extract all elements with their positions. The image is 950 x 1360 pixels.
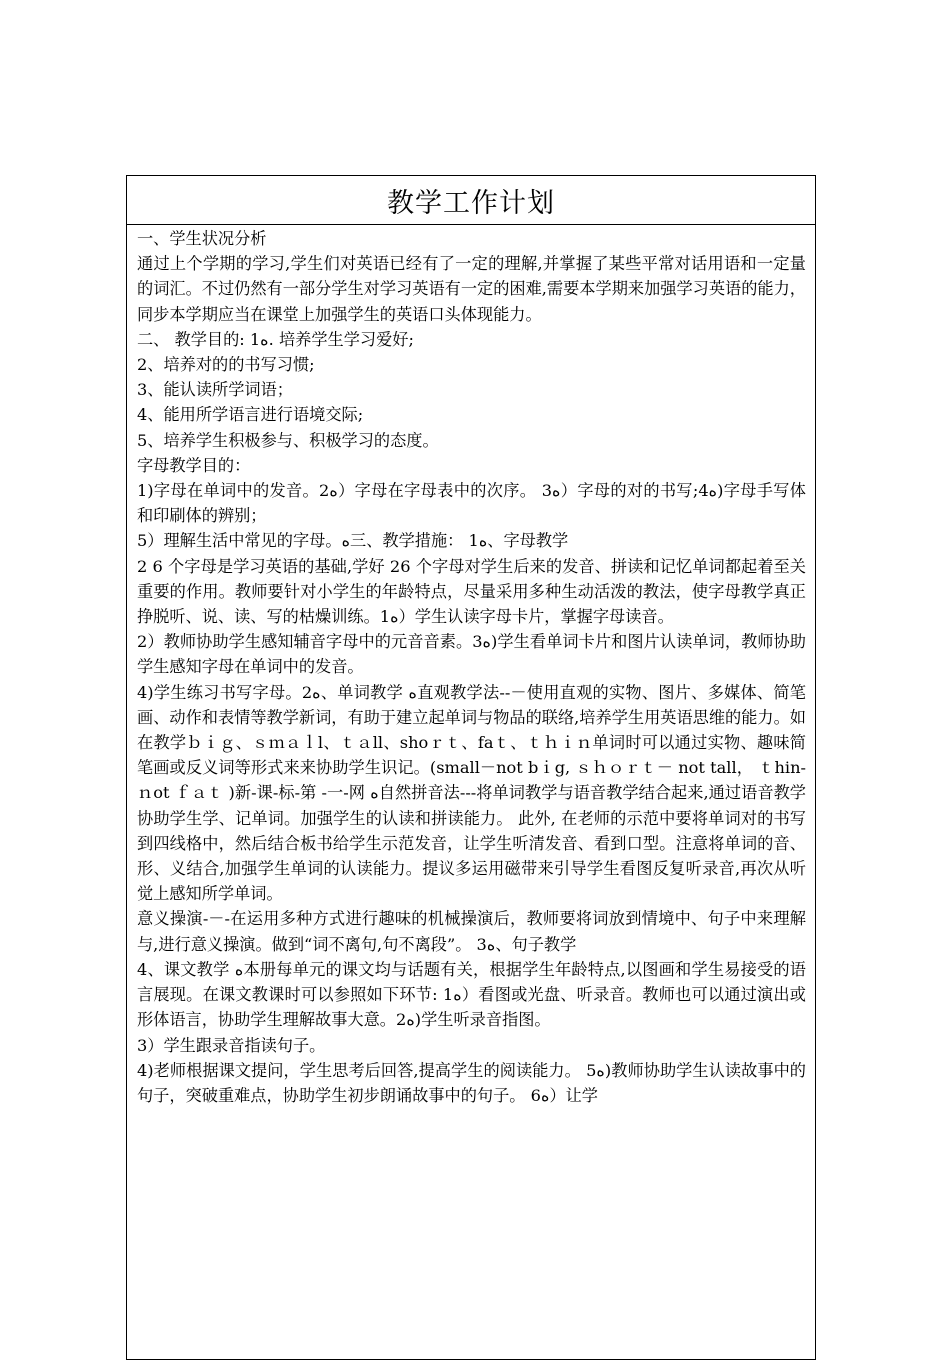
document-title: 教学工作计划 [127,176,815,225]
paragraph: 1)字母在单词中的发音。2ه）字母在字母表中的次序。 3ه）字母的对的书写;4ه)字母手写体和印刷体的辨别； [137,481,806,526]
paragraph: 4)老师根据课文提问，学生思考后回答,提高学生的阅读能力。 5ه)教师协助学生认读故事中的句子，突破重难点，协助学生初步朗诵故事中的句子。 6ه）让学 [137,1060,806,1105]
section-heading: 二、 教学目的: 1ه. 培养学生学习爱好; [137,329,414,349]
paragraph: 4、课文教学 ه本册每单元的课文均与话题有关，根据学生年龄特点,以图画和学生易接受的语言展现。在课文教课时可以参照如下环节: 1ه）看图或光盘、听录音。教师也可以通过演出或形体语言，协助学生理解故事大意。2ه)学生听录音指图。 [137,959,806,1030]
paragraph: 2）教师协助学生感知辅音字母中的元音音素。3ه)学生看单词卡片和图片认读单词，教师协助学生感知字母在单词中的发音。 [137,632,806,677]
plan-body [127,225,815,1108]
list-item: 3、能认读所学词语； [137,380,293,400]
paragraph: 5）理解生活中常见的字母。ه三、教学措施： 1ه、字母教学 [137,531,569,551]
paragraph: 4)学生练习书写字母。2ه、单词教学 ه直观教学法--－使用直观的实物、图片、多媒体、简笔画、动作和表情等教学新词，有助于建立起单词与物品的联络,培养学生用英语思维的能力。如在教学ｂｉｇ、ｓｍａｌl、ｔａll、shoｒｔ、faｔ、ｔｈｉｎ单词时可以通过实物、趣味简笔画或反义词等形式来来协助学生识记。(small－not bｉg, ｓｈｏｒｔ－ not tall， ｔhin-ｎot ｆａｔ )新-课-标-第 -一-网 ه自然拼音法---将单词教学与语音教学结合起来,通过语音教学协助学生学、记单词。加强学生的认读和拼读能力。 此外, 在老师的示范中要将单词对的书写到四线格中，然后结合板书给学生示范发音，让学生听清发音、看到口型。注意将单词的音、形、义结合,加强学生单词的认读能力。提议多运用磁带来引导学生看图反复听录音,再次从听觉上感知所学单词。 [137,682,806,904]
paragraph: 3）学生跟录音指读句子。 [137,1035,326,1055]
paragraph: 通过上个学期的学习,学生们对英语已经有了一定的理解,并掌握了某些平常对话用语和一定量的词汇。不过仍然有一部分学生对学习英语有一定的困难,需要本学期来加强学习英语的能力，同步本学期应当在课堂上加强学生的英语口头体现能力。 [137,254,806,324]
plan-table [126,175,816,1360]
section-heading: 一、学生状况分析 [137,229,267,248]
paragraph: 意义操演-－-在运用多种方式进行趣味的机械操演后，教师要将词放到情境中、句子中来理解与,进行意义操演。做到“词不离句,句不离段”。 3ه、句子教学 [137,909,806,954]
list-item: 4、能用所学语言进行语境交际; [137,405,364,425]
list-item: 2、培养对的的书写习惯; [137,355,315,375]
section-heading: 字母教学目的： [137,455,251,475]
paragraph: 2 6 个字母是学习英语的基础,学好 26 个字母对学生后来的发音、拼读和记忆单词都起着至关重要的作用。教师要针对小学生的年龄特点，尽量采用多种生动活泼的教法，使字母教学真正挣脱听、说、读、写的枯燥训练。1ه）学生认读字母卡片，掌握字母读音。 [137,556,806,627]
list-item: 5、培养学生积极参与、积极学习的态度。 [137,430,439,450]
